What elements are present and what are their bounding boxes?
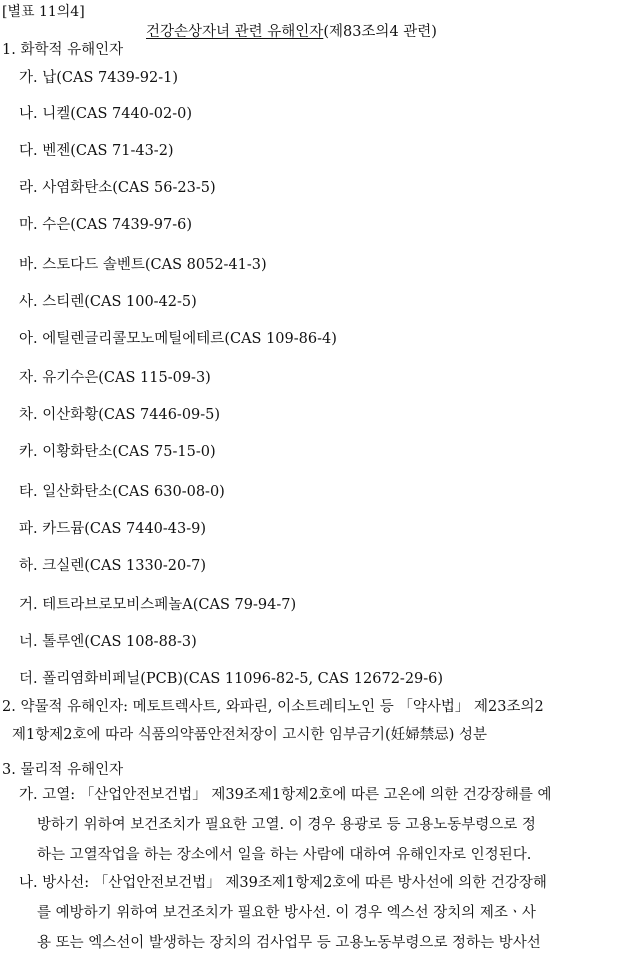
chemical-item: 더. 폴리염화비페닐(PCB)(CAS 11096-82-5, CAS 12672-29-6) [19,671,444,687]
chemical-item: 너. 톨루엔(CAS 108-88-3) [19,634,197,650]
section-3-item-heat [19,780,619,870]
section-2-line-2: 제1항제2호에 따라 식품의약품안전처장이 고시한 임부금기(妊婦禁忌) 성분 [12,727,487,743]
heat-line-3: 하는 고열작업을 하는 장소에서 일을 하는 사람에 대하여 유해인자로 인정된다. [37,847,532,863]
chemical-item: 마. 수은(CAS 7439-97-6) [19,217,193,233]
chemical-item: 거. 테트라브로모비스페놀A(CAS 79-94-7) [19,597,297,613]
document-title [146,20,437,41]
heat-line-2: 방하기 위하여 보건조치가 필요한 고열. 이 경우 용광로 등 고용노동부령으로 정 [37,817,536,833]
chemical-item: 자. 유기수은(CAS 115-09-3) [19,370,211,386]
chemical-item: 타. 일산화탄소(CAS 630-08-0) [19,484,225,500]
section-1-heading: 1. 화학적 유해인자 [2,42,124,58]
heat-line-1: 가. 고열: 「산업안전보건법」 제39조제1항제2호에 따른 고온에 의한 건강장해를 예 [19,787,552,803]
chemical-item: 가. 납(CAS 7439-92-1) [19,70,179,86]
chemical-item: 파. 카드뮴(CAS 7440-43-9) [19,521,207,537]
annex-label: [별표 11의4] [2,4,85,20]
radiation-line-1: 나. 방사선: 「산업안전보건법」 제39조제1항제2호에 따른 방사선에 의한 건강장해 [19,875,547,891]
section-2-paragraph [2,693,619,749]
chemical-item: 다. 벤젠(CAS 71-43-2) [19,143,174,159]
title-suffix: (제83조의4 관련) [323,24,437,40]
section-2-line-1: 2. 약물적 유해인자: 메토트렉사트, 와파린, 이소트레티노인 등 「약사법」 제23조의2 [2,699,544,715]
chemical-item: 사. 스티렌(CAS 100-42-5) [19,294,197,310]
radiation-line-2: 를 예방하기 위하여 보건조치가 필요한 방사선. 이 경우 엑스선 장치의 제조ㆍ사 [37,905,536,921]
chemical-item: 나. 니켈(CAS 7440-02-0) [19,106,193,122]
chemical-item: 아. 에틸렌글리콜모노메틸에테르(CAS 109-86-4) [19,331,337,347]
chemical-item: 차. 이산화황(CAS 7446-09-5) [19,407,221,423]
title-main: 건강손상자녀 관련 유해인자 [146,24,324,40]
chemical-item: 하. 크실렌(CAS 1330-20-7) [19,558,207,574]
radiation-line-3: 용 또는 엑스선이 발생하는 장치의 검사업무 등 고용노동부령으로 정하는 방사선 [37,935,541,951]
chemical-item: 카. 이황화탄소(CAS 75-15-0) [19,444,216,460]
chemical-item: 바. 스토다드 솔벤트(CAS 8052-41-3) [19,257,267,273]
chemical-item: 라. 사염화탄소(CAS 56-23-5) [19,180,216,196]
section-3-heading: 3. 물리적 유해인자 [2,762,124,778]
